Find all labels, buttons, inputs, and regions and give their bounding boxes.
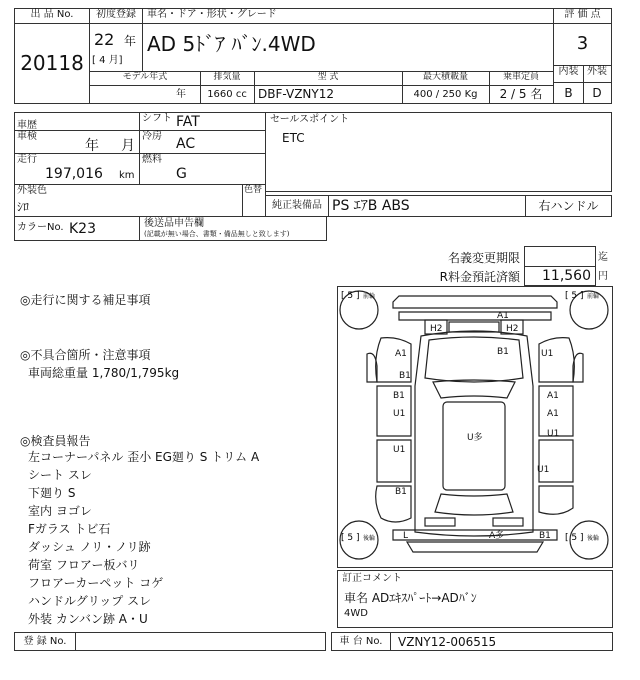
tire-front-right-caption: 前輪 [587, 293, 600, 300]
mileage-unit: km [119, 170, 135, 181]
inspection-label: 車検 [17, 131, 37, 142]
exterior-color-box [14, 184, 243, 217]
tire-front-left-depth: [ 5 ] [341, 291, 360, 301]
recycle-unit: 円 [598, 271, 608, 282]
rear-right-code: B1 [539, 531, 551, 541]
inspector-line: Fガラス トビ石 [28, 522, 111, 536]
spec-table [89, 71, 554, 104]
registration-year: 22 [94, 30, 115, 49]
left-front-door-lower-code: U1 [393, 409, 406, 419]
shift-value: FAT [176, 114, 200, 130]
fuel-value: G [176, 166, 187, 182]
ac-value: AC [176, 136, 196, 152]
right-quarter-code: U1 [537, 465, 550, 475]
tire-rear-right-caption: 後輪 [587, 535, 600, 542]
tire-rear-right-depth: [ 5 ] [565, 533, 584, 543]
history-box [14, 112, 140, 131]
inspector-line: ダッシュ ノリ・ノリ跡 [28, 540, 151, 554]
registration-date-box [89, 8, 143, 72]
sales-points-value: ETC [282, 131, 305, 145]
inspector-line: シート スレ [28, 468, 92, 482]
driving-notes-title: ◎走行に関する補足事項 [20, 293, 151, 307]
tire-front-right-depth: [ 5 ] [565, 291, 584, 301]
damage-diagram [337, 286, 613, 568]
left-fender-code: A1 [395, 349, 407, 359]
chassis-number-box [331, 632, 613, 651]
max-load-value: 400 / 250 Kg [413, 89, 478, 100]
type-label: 型 式 [254, 72, 403, 86]
inspector-line: 室内 ヨゴレ [28, 504, 92, 518]
right-rear-door-code: U1 [547, 429, 560, 439]
exterior-grade: D [583, 82, 611, 104]
registration-label: 初度登録 [90, 9, 142, 24]
lot-label: 出 品 No. [15, 9, 89, 24]
steering-box [525, 195, 612, 217]
inspection-box [14, 130, 140, 154]
shift-label: シフト [142, 113, 172, 124]
inspection-year: 年 [85, 138, 99, 154]
type-value: DBF-VZNY12 [258, 87, 335, 101]
rear-bumper-code: A多 [489, 531, 505, 541]
repaint-label: 色替 [244, 185, 263, 195]
inspector-line: 外装 カンバン跡 A・U [28, 612, 148, 626]
defect-notes-title: ◎不具合箇所・注意事項 [20, 348, 151, 362]
exterior-label: 外装 [583, 65, 611, 82]
recycle-amount-box [524, 266, 596, 286]
fuel-label: 燃料 [142, 154, 162, 165]
model-year-unit: 年 [176, 89, 186, 100]
score-box [553, 8, 612, 104]
recycle-amount: 11,560 [542, 268, 591, 284]
equipment-value: PS ｴｱB ABS [332, 198, 410, 214]
displacement-value: 1660 cc [207, 89, 247, 100]
color-number-label: カラーNo. [17, 222, 64, 233]
capacity-value: 2 / 5 名 [499, 87, 543, 101]
mileage-value: 197,016 [45, 166, 103, 182]
hood-code: B1 [497, 347, 509, 357]
mileage-label: 走行 [17, 154, 37, 165]
shift-box [139, 112, 266, 131]
sales-points-label: セールスポイント [270, 114, 350, 125]
name-change-value [524, 246, 596, 267]
left-quarter-code: B1 [395, 487, 407, 497]
history-label: 車歴 [17, 120, 37, 131]
tire-rear-left-depth: [ 5 ] [341, 533, 360, 543]
chassis-number-label: 車 台 No. [339, 636, 383, 647]
color-number-value: K23 [69, 221, 96, 237]
defect-note-line: 車両総重量 1,780/1,795kg [28, 366, 180, 380]
correction-line-1: 車名 ADｴｷｽﾊﾟｰﾄ→ADﾊﾞﾝ [344, 591, 477, 605]
inspector-line: フロアーカーペット コゲ [28, 576, 164, 590]
ac-box [139, 130, 266, 154]
name-change-label: 名義変更期限 [447, 251, 520, 265]
left-front-door-code: B1 [393, 391, 405, 401]
aftermarket-label: 後送品申告欄 [144, 218, 204, 229]
car-name-label: 車名・ドア・形状・グレード [143, 9, 553, 24]
model-year-label: モデル年式 [90, 72, 201, 86]
capacity-label: 乗車定員 [489, 72, 553, 86]
recycle-label: R料金預託済額 [439, 270, 520, 284]
chassis-number-value: VZNY12-006515 [398, 635, 497, 649]
overall-score: 3 [576, 33, 589, 54]
interior-grade: B [554, 82, 584, 104]
color-number-box [14, 216, 140, 241]
exterior-color-label: 外装色 [17, 185, 47, 196]
correction-line-2: 4WD [344, 608, 368, 619]
name-change-unit: 迄 [598, 252, 608, 263]
interior-label: 内装 [554, 65, 584, 82]
left-rear-door-code: U1 [393, 445, 406, 455]
tire-front-left-caption: 前輪 [363, 293, 376, 300]
aftermarket-note: (記載が無い場合、書類・備品無しと致します) [144, 230, 290, 238]
score-label: 評 価 点 [554, 9, 611, 24]
correction-box [337, 570, 613, 628]
inspection-month: 月 [121, 138, 135, 154]
displacement-label: 排気量 [200, 72, 255, 86]
max-load-label: 最大積載量 [402, 72, 490, 86]
exterior-color-value: ｼﾛ [17, 200, 30, 214]
left-fender-lower-code: B1 [399, 371, 411, 381]
registration-month: [ 4 月] [92, 55, 123, 66]
headlight-left-code: H2 [430, 324, 443, 334]
inspector-line: ハンドルグリップ スレ [28, 594, 152, 608]
inspector-line: 左コーナーパネル 歪小 EG廻り S トリム A [28, 450, 260, 464]
rear-left-code: L [403, 531, 409, 541]
roof-code: U多 [467, 433, 483, 443]
mileage-box [14, 153, 140, 185]
headlight-right-code: H2 [506, 324, 519, 334]
ac-label: 冷房 [142, 131, 162, 142]
equipment-label: 純正装備品 [272, 200, 322, 211]
equipment-box [265, 195, 526, 217]
registration-year-unit: 年 [124, 34, 137, 48]
tire-rear-left-caption: 後輪 [363, 535, 376, 542]
aftermarket-box [139, 216, 327, 241]
car-name: AD 5ﾄﾞｱ ﾊﾞﾝ.4WD [147, 32, 316, 56]
registration-number-label: 登 録 No. [23, 636, 67, 647]
registration-number-box [14, 632, 326, 651]
right-fender-code: U1 [541, 349, 554, 359]
right-front-door-code: A1 [547, 391, 559, 401]
correction-label: 訂正コメント [342, 573, 402, 584]
front-bumper-code: A1 [497, 311, 509, 321]
inspector-line: 下廻り S [28, 486, 76, 500]
inspector-report-title: ◎検査員報告 [20, 434, 91, 448]
sales-points-box [265, 112, 612, 192]
inspector-line: 荷室 フロアー板バリ [28, 558, 140, 572]
repaint-box [242, 184, 266, 217]
lot-number: 20118 [20, 51, 84, 75]
fuel-box [139, 153, 266, 185]
lot-number-box [14, 8, 90, 104]
steering-value: 右ハンドル [538, 199, 599, 213]
right-front-door-lower-code: A1 [547, 409, 559, 419]
car-name-box [142, 8, 554, 72]
